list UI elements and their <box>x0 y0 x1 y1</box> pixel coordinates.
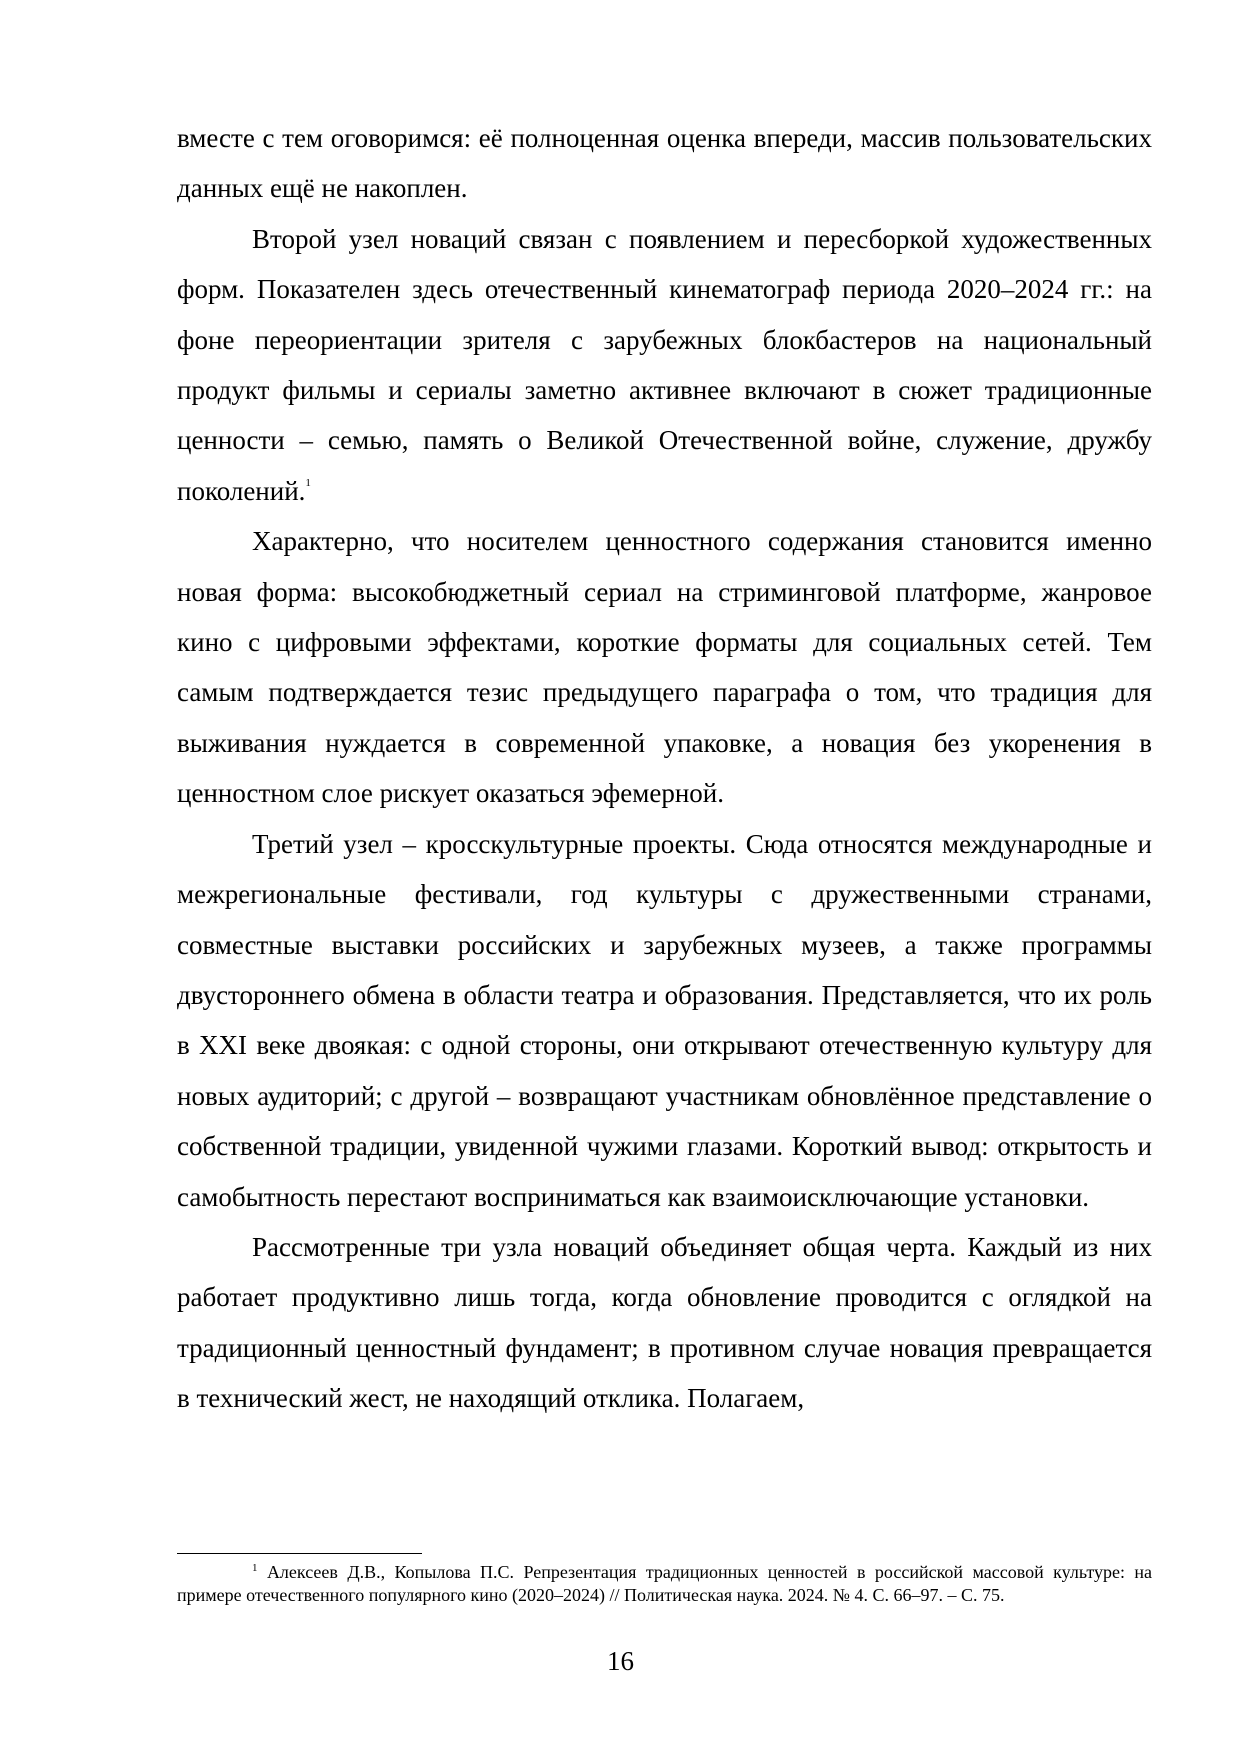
paragraph-text: Характерно, что носителем ценностного содержания становится именно новая форма: высокобюджетный сериал на стриминговой платформе, жанровое кино с цифровыми эффектами, короткие форматы для социальных сетей. Тем самым подтверждается тезис предыдущего параграфа о том, что традиция для выживания нуждается в современной упаковке, а новация без укоренения в ценностном слое рискует оказаться эфемерной. <box>177 526 1152 809</box>
body-text <box>177 113 1152 1424</box>
footnote <box>177 1561 1152 1606</box>
paragraph-continuation <box>177 113 1152 214</box>
paragraph-second-node <box>177 214 1152 516</box>
paragraph-text: Рассмотренные три узла новаций объединяет общая черта. Каждый из них работает продуктивно лишь тогда, когда обновление проводится с оглядкой на традиционный ценностный фундамент; в противном случае новация превращается в технический жест, не находящий отклика. Полагаем, <box>177 1231 1152 1414</box>
paragraph-text: Третий узел – кросскультурные проекты. Сюда относятся международные и межрегиональные фестивали, год культуры с дружественными странами, совместные выставки российских и зарубежных музеев, а также программы двустороннего обмена в области театра и образования. Представляется, что их роль в XXI веке двоякая: с одной стороны, они открывают отечественную культуру для новых аудиторий; с другой – возвращают участникам обновлённое представление о собственной традиции, увиденной чужими глазами. Короткий вывод: открытость и самобытность перестают восприниматься как взаимоисключающие установки. <box>177 828 1152 1212</box>
paragraph-characteristic <box>177 516 1152 818</box>
footnote-reference[interactable]: 1 <box>305 476 311 489</box>
page-number: 16 <box>607 1646 634 1676</box>
footnote-text: Алексеев Д.В., Копылова П.С. Репрезентация традиционных ценностей в российской массовой культуре: на примере отечественного популярного кино (2020–2024) // Политическая наука. 2024. № 4. С. 66–97. – С. 75. <box>177 1562 1153 1605</box>
paragraph-conclusion <box>177 1222 1152 1424</box>
footnote-mark: 1 <box>252 1562 258 1574</box>
paragraph-text: Второй узел новаций связан с появлением и пересборкой художественных форм. Показателен здесь отечественный кинематограф периода 2020–2024 гг.: на фоне переориентации зрителя с зарубежных блокбастеров на национальный продукт фильмы и сериалы заметно активнее включают в сюжет традиционные ценности – семью, память о Великой Отечественной войне, служение, дружбу поколений. <box>177 223 1152 506</box>
paragraph-third-node <box>177 819 1152 1222</box>
paragraph-text: вместе с тем оговоримся: её полноценная оценка впереди, массив пользовательских данных ещё не накоплен. <box>177 123 1152 204</box>
footnote-separator <box>177 1553 422 1554</box>
